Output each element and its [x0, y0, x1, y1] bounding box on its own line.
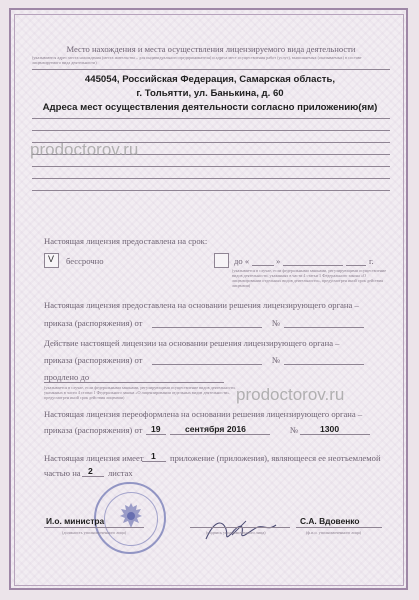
- reissue-number-label: №: [290, 425, 299, 435]
- appendix-sheets-line: [82, 476, 104, 477]
- appendix-line-2-left: частью на: [44, 468, 81, 478]
- basis-number-label: №: [272, 318, 281, 328]
- address-underline-7: [32, 190, 390, 191]
- header-note: (указываются адрес места нахождения (места жительства – для индивидуального предпринимателя) и адреса мест осуществления работ (услуг), выполняемых (оказываемых) в составе лицензируемого вида деятельности): [32, 55, 362, 65]
- watermark-bottom: prodoctorov.ru: [236, 385, 345, 404]
- watermark-top: prodoctorov.ru: [30, 140, 139, 159]
- appendix-line-2-right: листах: [108, 468, 133, 478]
- unlimited-label: бессрочно: [66, 256, 104, 266]
- reissue-number: 1300: [320, 424, 340, 434]
- suspension-extended: продлено до: [44, 372, 90, 382]
- unlimited-checkmark: V: [48, 254, 55, 264]
- appendix-count-line: [142, 461, 166, 462]
- basis-line-1: Настоящая лицензия предоставлена на основании решения лицензирующего органа –: [44, 300, 359, 310]
- appendix-sheets: 2: [88, 466, 93, 476]
- basis-number-line: [284, 327, 364, 328]
- reissue-day-line: [146, 434, 166, 435]
- header-line: Место нахождения и места осуществления лицензируемого вида деятельности: [66, 44, 356, 54]
- address-underline-5: [32, 166, 390, 167]
- reissue-month-line: [170, 434, 270, 435]
- suspension-extended-line: [44, 382, 224, 383]
- signer-name: С.А. Вдовенко: [300, 516, 360, 526]
- address-line-2: г. Тольятти, ул. Банькина, д. 60: [136, 88, 284, 99]
- reissue-line-2: приказа (распоряжения) от: [44, 425, 143, 435]
- until-label: до «: [234, 256, 250, 266]
- suspension-line-1: Действие настоящей лицензии на основании решения лицензирующего органа –: [44, 338, 340, 348]
- address-line-1: 445054, Российская Федерация, Самарская область,: [84, 74, 336, 85]
- basis-line-2: приказа (распоряжения) от: [44, 318, 143, 328]
- until-note: (указывается в случае, если федеральными законами, регулирующими осуществление видов деятельности, указанных в части 4 статьи 1 Федерального закона «О лицензировании отдельных видов деятельности», предусмотрен иной срок действия лицензии): [232, 268, 387, 288]
- appendix-count: 1: [151, 451, 156, 461]
- reissue-day: 19: [151, 424, 161, 434]
- until-checkbox: [214, 253, 229, 268]
- header-underline: [32, 69, 390, 70]
- name-note: (ф.и.о. уполномоченного лица): [306, 530, 362, 535]
- signer-position: И.о. министра: [46, 516, 105, 526]
- suspension-number-line: [284, 364, 364, 365]
- position-note: (должность уполномоченного лица): [62, 530, 127, 535]
- basis-date-line: [152, 327, 262, 328]
- appendix-line-1-right: приложение (приложения), являющееся ее неотъемлемой: [170, 453, 381, 463]
- signature-line: [190, 527, 290, 528]
- suspension-line-2: приказа (распоряжения) от: [44, 355, 143, 365]
- reissue-number-line: [300, 434, 370, 435]
- address-line-3: Адреса мест осуществления деятельности согласно приложению(ям): [42, 102, 378, 113]
- unlimited-checkbox: [44, 253, 59, 268]
- address-underline-6: [32, 178, 390, 179]
- term-label: Настоящая лицензия предоставлена на срок:: [44, 236, 208, 246]
- until-month-line: [283, 265, 343, 266]
- until-quote: »: [276, 256, 281, 266]
- until-day-line: [252, 265, 274, 266]
- reissue-month-year: сентября 2016: [185, 424, 246, 434]
- suspension-number-label: №: [272, 355, 281, 365]
- until-year-line: [346, 265, 366, 266]
- until-year-suffix: г.: [369, 256, 374, 266]
- signature-note: (подпись уполномоченного лица): [206, 530, 266, 535]
- suspension-note: (указывается в случае, если федеральными законами, регулирующими осуществление видов деятельности, указанных в части 4 статьи 1 Федерального закона «О лицензировании отдельных видов деятельности», предусмотрен иной срок действия лицензии): [44, 385, 236, 400]
- address-underline-1: [32, 118, 390, 119]
- position-line: [44, 527, 144, 528]
- appendix-line-1-left: Настоящая лицензия имеет: [44, 453, 144, 463]
- name-line: [296, 527, 382, 528]
- address-underline-2: [32, 130, 390, 131]
- suspension-date-line: [152, 364, 262, 365]
- reissue-line-1: Настоящая лицензия переоформлена на основании решения лицензирующего органа –: [44, 409, 363, 419]
